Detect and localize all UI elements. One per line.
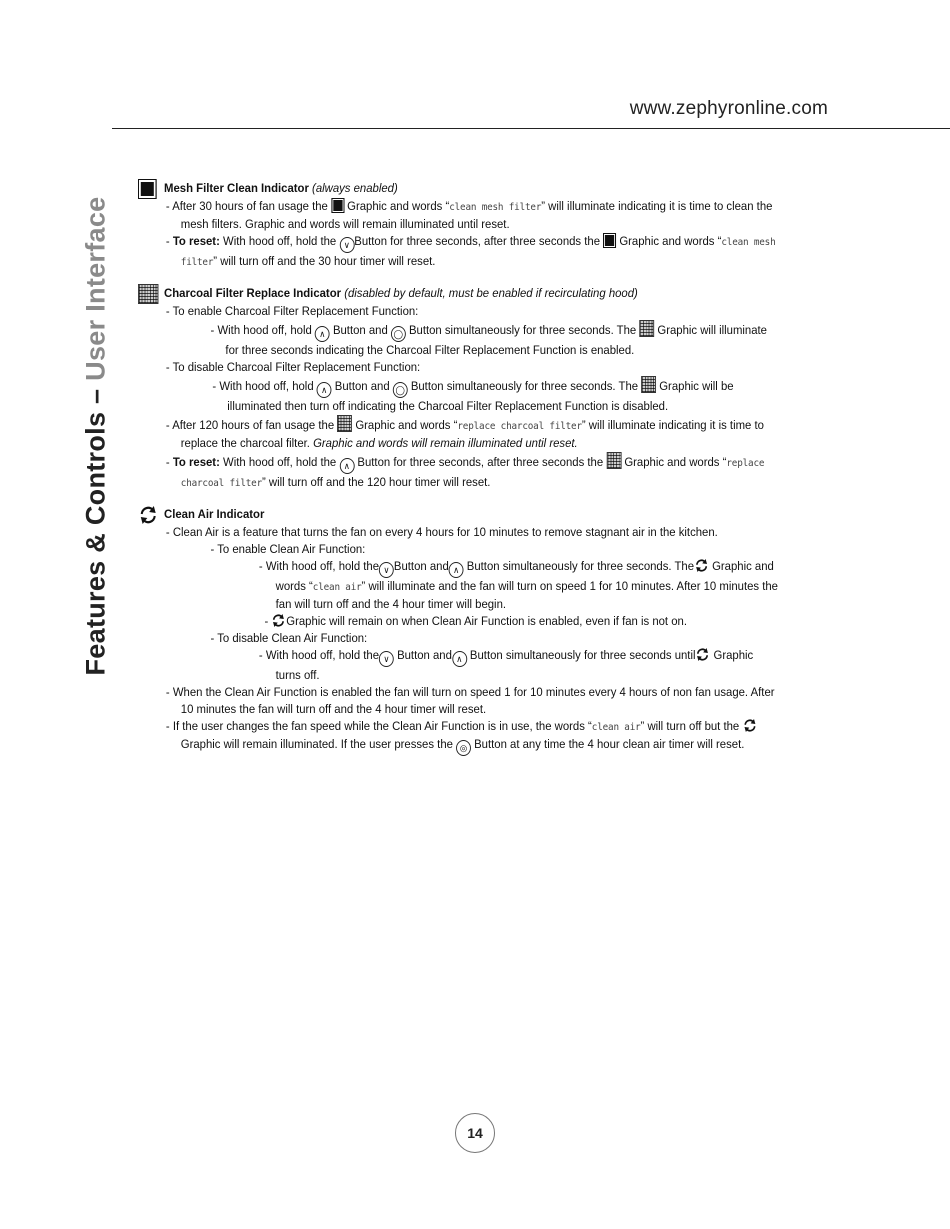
lcd-text: replace [726,458,765,469]
text: - With hood off, hold the [258,559,380,573]
clean-air-remain-line [138,613,780,630]
text: Graphic will illuminate for three seconds indicating the Charcoal Filter Replacement Function is enabled. [225,323,767,357]
charcoal-reset-line [138,452,780,492]
down-button-icon: ∨ [379,562,394,578]
content [138,178,780,768]
text: Button at any time the 4 hour clean air timer will reset. [470,737,745,751]
text: Graphic and words “ [275,559,774,593]
mesh-filter-icon [603,233,616,248]
text: Button and [331,379,393,393]
clean-air-enable-line [138,558,780,613]
clean-air-enable-title: - To enable Clean Air Function: [210,542,366,556]
charcoal-enable-title: - To enable Charcoal Filter Replacement Function: [165,304,419,318]
reset-label: To reset: [172,234,220,248]
text: ” will illuminate indicating it is time to replace the charcoal filter. [180,418,764,450]
side-title-part1: Features & Controls – [80,380,111,676]
charcoal-filter-heading [138,283,780,303]
charcoal-after-line [138,415,780,452]
clean-air-intro: - Clean Air is a feature that turns the fan on every 4 hours for 10 minutes to remove stagnant air in the kitchen. [165,525,718,539]
clean-air-disable-title: - To disable Clean Air Function: [210,631,368,645]
clean-air-disable-line [138,647,780,684]
clean-air-heading [138,504,780,524]
clean-air-icon [742,718,757,733]
up-button-icon: ∧ [339,458,354,474]
text: Graphic and words “ [344,199,450,213]
charcoal-filter-icon [337,415,352,432]
page-number: 14 [455,1113,495,1153]
text: With hood off, hold the [219,455,340,469]
italic-note: Graphic and words will remain illuminated until reset. [313,436,578,450]
charcoal-filter-icon [138,284,158,304]
text: Button simultaneously for three seconds until [466,648,696,662]
reset-label: To reset: [172,455,220,469]
text: ” will turn off and the 120 hour timer will reset. [261,475,491,489]
light-button-icon: ◯ [393,382,408,398]
mesh-filter-icon [331,198,344,213]
charcoal-filter-icon [641,376,656,393]
text: Button simultaneously for three seconds. The [405,323,640,337]
text: Button for three seconds, after three seconds the [354,234,604,248]
lcd-text: charcoal filter [180,478,262,489]
charcoal-disable-title: - To disable Charcoal Filter Replacement Function: [165,360,421,374]
charcoal-filter-icon [639,320,654,337]
text: Graphic turns off. [275,648,754,682]
lcd-text: clean air [591,722,641,733]
site-url: www.zephyronline.com [629,98,828,119]
up-button-icon: ∧ [317,382,332,398]
clean-air-if-line [138,718,780,756]
text: - With hood off, hold the [258,648,380,662]
clean-air-icon [138,505,158,525]
text: Button and [393,559,449,573]
clean-air-when-line: - When the Clean Air Function is enabled the fan will turn on speed 1 for 10 minutes every 4 hours of non fan usage. After 10 minutes the fan will turn off and the 4 hour timer will reset. [165,685,775,716]
mesh-filter-heading [138,178,780,198]
down-button-icon: ∨ [379,651,394,667]
text: - With hood off, hold [212,379,317,393]
text: Graphic will remain on when Clean Air Function is enabled, even if fan is not on. [286,614,687,628]
clean-air-icon [694,558,709,573]
lcd-text: replace charcoal filter [457,421,582,432]
clean-air-icon [695,647,710,662]
text: - After 30 hours of fan usage the [165,199,331,213]
mesh-filter-icon [138,179,157,199]
text: Graphic will remain illuminated. If the user presses the [180,737,457,751]
up-button-icon: ∧ [315,326,330,342]
text: - [264,614,272,628]
text: Button for three seconds, after three seconds the [354,455,607,469]
mesh-filter-section [138,178,780,271]
text: Button and [393,648,452,662]
text: Button and [329,323,391,337]
side-title [81,197,112,676]
text: ” will illuminate and the fan will turn on speed 1 for 10 minutes. After 10 minutes the fan will turn off and the 4 hour timer will begin. [275,579,778,611]
lcd-text: clean air [312,582,362,593]
text: ” will illuminate indicating it is time to clean the mesh filters. Graphic and words will remain illuminated until reset. [180,199,773,231]
mesh-title-note: (always enabled) [312,181,398,195]
lcd-text: clean mesh [721,237,776,248]
text: Button simultaneously for three seconds. The [407,379,642,393]
charcoal-title: Charcoal Filter Replace Indicator [164,286,342,300]
mesh-line-1 [138,198,780,233]
clean-air-button-icon: ◎ [456,740,471,756]
text: - With hood off, hold [210,323,315,337]
charcoal-disable-line [138,376,780,415]
lcd-text: clean mesh filter [449,202,542,213]
text: - If the user changes the fan speed while the Clean Air Function is in use, the words “ [165,719,592,733]
charcoal-enable-line [138,320,780,359]
header-rule [112,128,950,129]
text: - After 120 hours of fan usage the [165,418,338,432]
up-button-icon: ∧ [452,651,467,667]
text: ” will turn off but the [640,719,743,733]
mesh-reset-line [138,233,780,271]
clean-air-section [138,504,780,756]
text: Graphic and words “ [621,455,727,469]
down-button-icon: ∨ [339,237,354,253]
text: - [165,455,173,469]
text: Button simultaneously for three seconds. The [463,559,695,573]
mesh-title: Mesh Filter Clean Indicator [164,181,309,195]
side-title-part2: User Interface [80,196,111,381]
clean-air-icon [271,613,286,628]
clean-air-title: Clean Air Indicator [164,507,265,521]
text: With hood off, hold the [219,234,340,248]
light-button-icon: ◯ [391,326,406,342]
charcoal-title-note: (disabled by default, must be enabled if recirculating hood) [344,286,638,300]
charcoal-filter-section [138,283,780,492]
text: ” will turn off and the 30 hour timer will reset. [213,254,436,268]
up-button-icon: ∧ [449,562,464,578]
text: Graphic will be illuminated then turn off indicating the Charcoal Filter Replacement Function is disabled. [227,379,734,413]
text: Graphic and words “ [616,234,722,248]
text: Graphic and words “ [352,418,458,432]
charcoal-filter-icon [606,452,621,469]
lcd-text: filter [180,257,214,268]
text: - [165,234,173,248]
